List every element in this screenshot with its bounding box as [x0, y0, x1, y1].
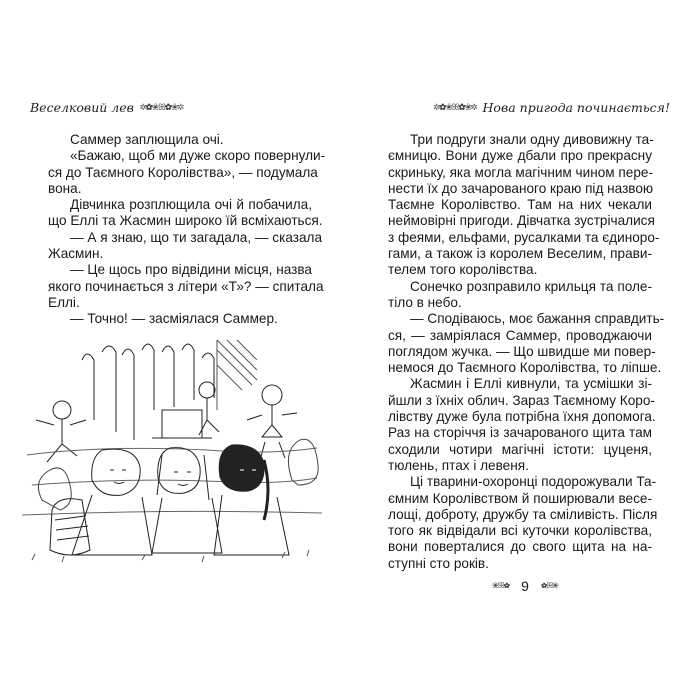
paragraph: [388, 474, 658, 572]
text-line: ємницю. Вони дуже дбали про прекрасну: [388, 148, 652, 164]
illustration-drawing: [22, 330, 322, 570]
text-line: з феями, ельфами, русалками та єдиноро-: [388, 229, 660, 245]
floral-ornament-icon: ✲✿❀ꕤ✿❀✲: [433, 102, 477, 113]
text-line: Жасмин.: [48, 246, 104, 262]
text-line: — Сподіваюсь, моє бажання справдить-: [410, 311, 665, 327]
text-line: Дівчинка розплющила очі й побачила,: [70, 197, 312, 213]
text-line: ємним Королівством й поширювали весе-: [388, 490, 652, 506]
text-line: Еллі.: [48, 294, 80, 310]
text-line: тюлень, птах і левеня.: [388, 457, 529, 473]
illustration-girls-in-garden: [22, 330, 322, 570]
text-line: Раз на сторіччя із зачарованого щита там: [388, 425, 652, 441]
paragraph: [48, 262, 324, 311]
text-line: — Точно! — засміялася Саммер.: [70, 311, 278, 327]
text-line: немося до Таємного Королівства, то ліпше.: [388, 360, 662, 376]
text-line: Саммер заплющила очі.: [70, 132, 224, 147]
text-line: нести їх до зачарованого краю під назвою: [388, 180, 654, 196]
text-line: ступні сто років.: [388, 555, 489, 571]
text-line: лощі, доброту, дружбу та сміливість. Після: [388, 506, 658, 522]
folio-ornament-left-icon: ❀ꕤ✿: [492, 581, 510, 590]
text-line: йшли з їхніх облич. Зараз Таємному Коро-: [388, 392, 655, 408]
text-line: скриньку, яка могла магічним чином пере-: [388, 164, 653, 180]
paragraph: [48, 132, 312, 148]
paragraph: [48, 148, 326, 197]
text-line: ся, — замріялася Саммер, проводжаючи: [388, 327, 652, 343]
paragraph: [48, 311, 312, 327]
text-line: того як відвідали всі куточки королівства,: [388, 523, 652, 539]
left-page-text: [48, 132, 326, 328]
page-folio: [350, 578, 700, 594]
text-line: Таємне Королівство. Там на них чекали: [388, 197, 652, 213]
text-line: вона.: [48, 180, 82, 196]
text-line: Жасмин і Еллі кивнули, та усмішки зі-: [410, 376, 652, 392]
text-line: лівству дуже була потрібна їхня допомога.: [388, 409, 656, 425]
folio-ornament-right-icon: ✿ꕤ❀: [540, 581, 558, 590]
paragraph: [48, 197, 323, 230]
text-line: якого починається з літери «Т»? — спитала: [48, 278, 324, 294]
text-line: Ці тварини-охоронці подорожували Та-: [410, 474, 657, 490]
text-line: сходили чотири магічні істоти: цуценя,: [388, 441, 652, 457]
text-line: — А я знаю, що ти загадала, — сказала: [70, 229, 323, 245]
running-head-right: [433, 100, 670, 115]
text-line: гами, а також із королем Веселим, прави-: [388, 246, 652, 262]
text-line: що Еллі та Жасмин широко їй всміхаються.: [48, 213, 323, 229]
text-line: Сонечко розправило крильця та поле-: [410, 278, 652, 294]
right-page: [350, 0, 700, 700]
text-line: поглядом жучка. — Що швидше ми повер-: [388, 343, 656, 359]
text-line: Три подруги знали одну дивовижну та-: [410, 132, 654, 147]
running-head-title: Нова пригода починається!: [482, 100, 670, 115]
text-line: ся до Таємного Королівства», — подумала: [48, 164, 318, 180]
text-line: неймовірні пригоди. Дівчатка зустрічалися: [388, 213, 655, 229]
text-line: «Бажаю, щоб ми дуже скоро повернули-: [70, 148, 326, 164]
running-head-title: Веселковий лев: [30, 100, 134, 115]
paragraph: [388, 279, 652, 312]
page-number: 9: [521, 578, 529, 594]
text-line: вони поверталися до свого щита на на-: [388, 539, 652, 555]
text-line: — Це щось про відвідини місця, назва: [70, 262, 312, 278]
right-page-text: [388, 132, 665, 572]
paragraph: [388, 311, 665, 376]
paragraph: [388, 376, 656, 474]
running-head-left: [30, 100, 183, 115]
text-line: телем того королівства.: [388, 262, 538, 278]
paragraph: [48, 229, 323, 263]
paragraph: [388, 132, 660, 279]
floral-ornament-icon: ✲✿❀ꕤ✿❀✲: [139, 102, 183, 113]
text-line: тіло в небо.: [388, 294, 462, 310]
